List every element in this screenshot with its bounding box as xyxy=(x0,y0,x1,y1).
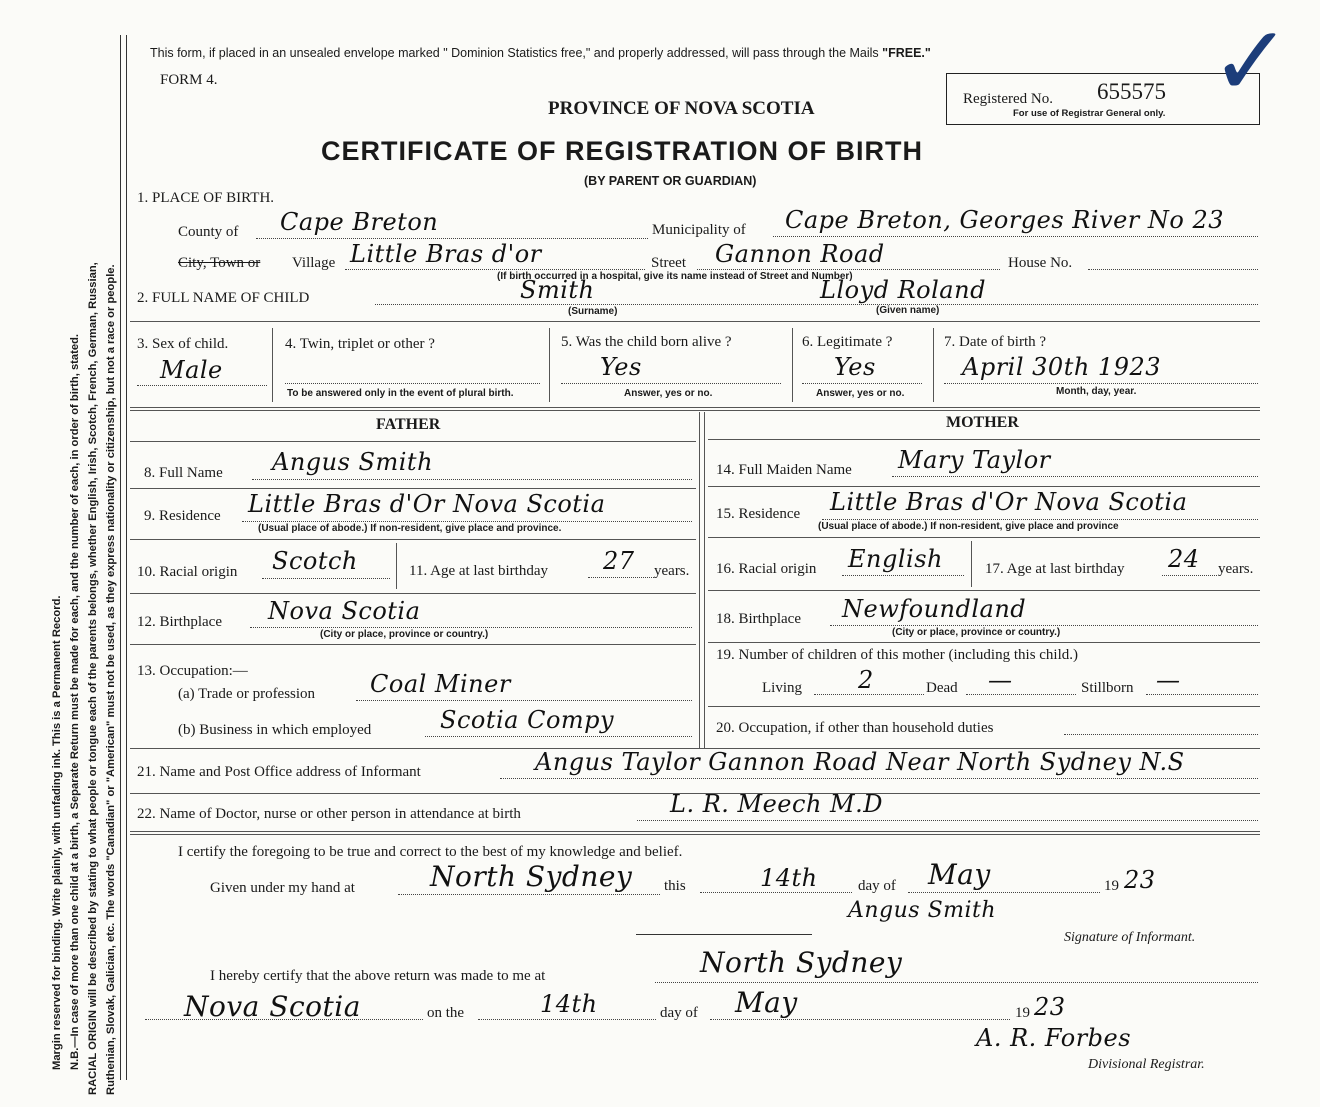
mother-name-line xyxy=(892,476,1258,477)
margin-note-2: N.B.—In case of more than one child at a birth, a Separate Return must be made for each, and the number of each, in order of birth, stated. xyxy=(69,333,81,1070)
registrar-statement: I hereby certify that the above return was made to me at xyxy=(210,968,546,984)
certify-day-value: 14th xyxy=(760,864,818,892)
informant-signature: Angus Smith xyxy=(848,898,997,923)
mother-birthplace-value: Newfoundland xyxy=(842,595,1027,623)
child-name-label: 2. FULL NAME OF CHILD xyxy=(137,290,310,306)
col-divider xyxy=(549,328,550,402)
city-town-label: City, Town or xyxy=(178,255,261,271)
row-divider xyxy=(130,834,1260,835)
row-divider xyxy=(130,407,1260,408)
hospital-note: (If birth occurred in a hospital, give its name instead of Street and Number) xyxy=(497,271,853,282)
registrar-signature: A. R. Forbes xyxy=(976,1024,1132,1052)
county-label: County of xyxy=(178,224,239,240)
father-residence-line xyxy=(242,521,692,522)
father-business-label: (b) Business in which employed xyxy=(178,722,372,738)
father-birthplace-line xyxy=(250,627,692,628)
row-divider xyxy=(708,486,1260,487)
mother-name-label: 14. Full Maiden Name xyxy=(716,462,852,478)
mother-race-label: 16. Racial origin xyxy=(716,561,817,577)
row-divider xyxy=(708,706,1260,707)
certificate-title: CERTIFICATE OF REGISTRATION OF BIRTH xyxy=(321,136,923,166)
registrar-place-line xyxy=(655,982,1258,983)
father-age-label: 11. Age at last birthday xyxy=(409,563,548,579)
street-label: Street xyxy=(651,255,686,271)
sex-value: Male xyxy=(160,356,223,384)
father-residence-caption: (Usual place of abode.) If non-resident, give place and province. xyxy=(258,523,562,534)
father-business-value: Scotia Compy xyxy=(440,706,615,734)
day-line xyxy=(700,892,852,893)
certify-month-value: May xyxy=(928,858,991,891)
mother-birthplace-label: 18. Birthplace xyxy=(716,611,801,627)
dob-label: 7. Date of birth ? xyxy=(944,334,1047,350)
registrar-caption: Divisional Registrar. xyxy=(1088,1057,1205,1072)
row-divider xyxy=(708,439,1260,440)
alive-line xyxy=(561,383,781,384)
child-name-line xyxy=(375,304,1258,305)
mail-note: This form, if placed in an unsealed envelope marked " Dominion Statistics free," and properly addressed, will pass through the Mails "FREE." xyxy=(150,46,931,60)
mother-name-value: Mary Taylor xyxy=(898,446,1051,474)
municipality-label: Municipality of xyxy=(652,222,746,238)
mother-occupation-label: 20. Occupation, if other than household duties xyxy=(716,720,994,736)
living-line xyxy=(814,694,924,695)
father-trade-label: (a) Trade or profession xyxy=(178,686,316,702)
mother-race-value: English xyxy=(848,545,943,573)
parents-divider xyxy=(704,412,705,748)
row-divider xyxy=(130,441,696,442)
row-divider xyxy=(130,410,1260,411)
mother-race-line xyxy=(842,575,964,576)
father-residence-value: Little Bras d'Or Nova Scotia xyxy=(248,490,606,518)
check-mark: ✓ xyxy=(1210,9,1293,117)
given-caption: (Given name) xyxy=(876,305,940,316)
father-name-label: 8. Full Name xyxy=(144,465,223,481)
house-line xyxy=(1088,269,1258,270)
signature-line xyxy=(636,934,812,935)
father-birthplace-caption: (City or place, province or country.) xyxy=(320,629,489,640)
doctor-value: L. R. Meech M.D xyxy=(670,790,883,818)
month-line xyxy=(908,892,1100,893)
row-divider xyxy=(708,590,1260,591)
mother-residence-label: 15. Residence xyxy=(716,506,801,522)
father-name-value: Angus Smith xyxy=(272,448,434,476)
mother-age-line xyxy=(1162,575,1217,576)
father-occupation-label: 13. Occupation:— xyxy=(137,663,248,679)
doctor-label: 22. Name of Doctor, nurse or other person in attendance at birth xyxy=(137,806,521,822)
father-heading: FATHER xyxy=(376,416,441,433)
sex-line xyxy=(137,385,267,386)
margin-rule-inner xyxy=(126,35,127,1080)
mother-residence-value: Little Bras d'Or Nova Scotia xyxy=(830,488,1188,516)
father-trade-value: Coal Miner xyxy=(370,670,511,698)
binding-margin xyxy=(0,0,125,1107)
margin-rule xyxy=(120,35,121,1080)
given-place-value: North Sydney xyxy=(430,860,633,893)
dob-caption: Month, day, year. xyxy=(1056,386,1137,397)
stillborn-label: Stillborn xyxy=(1081,680,1134,696)
village-line xyxy=(345,269,645,270)
row-divider xyxy=(708,537,1260,538)
row-divider xyxy=(130,644,696,645)
father-business-line xyxy=(425,736,692,737)
col-divider xyxy=(272,328,273,402)
father-age-unit: years. xyxy=(654,563,690,579)
father-birthplace-value: Nova Scotia xyxy=(268,597,421,625)
mother-age-label: 17. Age at last birthday xyxy=(985,561,1125,577)
county-line xyxy=(256,238,648,239)
year-suffix: 23 xyxy=(1124,866,1156,894)
registered-label: Registered No. xyxy=(963,91,1053,107)
informant-label: 21. Name and Post Office address of Informant xyxy=(137,764,421,780)
father-race-label: 10. Racial origin xyxy=(137,564,238,580)
dob-line xyxy=(944,383,1258,384)
child-given-name: Lloyd Roland xyxy=(820,276,986,304)
row-divider xyxy=(130,321,1260,322)
row-divider xyxy=(130,539,696,540)
mother-residence-caption: (Usual place of abode.) If non-resident, give place and province xyxy=(818,521,1119,532)
mother-occupation-line xyxy=(1064,734,1258,735)
on-the-label: on the xyxy=(427,1005,465,1021)
registrar-day-value: 14th xyxy=(540,990,598,1018)
col-divider xyxy=(792,328,793,402)
margin-note-3: RACIAL ORIGIN will be described by stating to what people or tongue each of the parents belongs, whether English, Irish, Scotch, French, German, Russian, xyxy=(87,262,99,1095)
municipality-line xyxy=(773,236,1258,237)
registrar-year-prefix: 19 xyxy=(1015,1005,1030,1021)
father-birthplace-label: 12. Birthplace xyxy=(137,614,222,630)
street-line xyxy=(697,269,1000,270)
dead-line xyxy=(966,694,1076,695)
province-line xyxy=(145,1019,423,1020)
registrar-month-line xyxy=(710,1019,1010,1020)
margin-note-1: Margin reserved for binding. Write plainly, with unfading ink. This is a Permanent Record. xyxy=(51,595,63,1070)
village-value: Little Bras d'or xyxy=(350,240,542,268)
row-divider xyxy=(130,488,696,489)
day-of-label: day of xyxy=(858,878,896,894)
father-trade-line xyxy=(356,700,692,701)
given-label: Given under my hand at xyxy=(210,880,355,896)
margin-note-4: Ruthenian, Slovak, Galician, etc. The words "Canadian" or "American" must not be used, as they express nationality or citizenship, but not a race or people. xyxy=(105,264,117,1095)
father-name-line xyxy=(252,479,692,480)
dead-value: — xyxy=(988,666,1013,694)
father-residence-label: 9. Residence xyxy=(144,508,221,524)
living-label: Living xyxy=(762,680,802,696)
row-divider xyxy=(130,593,696,594)
legit-label: 6. Legitimate ? xyxy=(802,334,893,350)
col-divider xyxy=(933,328,934,402)
mother-age-value: 24 xyxy=(1168,545,1200,573)
surname-caption: (Surname) xyxy=(568,306,618,317)
legit-value: Yes xyxy=(834,353,876,381)
municipality-value: Cape Breton, Georges River No 23 xyxy=(785,206,1225,234)
child-surname: Smith xyxy=(520,276,595,304)
dead-label: Dead xyxy=(926,680,958,696)
year-prefix: 19 xyxy=(1104,878,1119,894)
alive-value: Yes xyxy=(600,353,642,381)
registrar-note: For use of Registrar General only. xyxy=(1013,108,1166,119)
certificate-subtitle: (BY PARENT OR GUARDIAN) xyxy=(584,174,757,188)
sex-label: 3. Sex of child. xyxy=(137,336,229,352)
twin-note: To be answered only in the event of plural birth. xyxy=(287,388,514,399)
father-age-value: 27 xyxy=(603,547,635,575)
registrar-province-value: Nova Scotia xyxy=(184,990,361,1023)
legit-line xyxy=(802,383,922,384)
row-divider xyxy=(130,831,1260,832)
registrar-day-line xyxy=(478,1019,656,1020)
col-divider xyxy=(396,543,397,589)
stillborn-line xyxy=(1146,694,1258,695)
mother-birthplace-line xyxy=(830,625,1258,626)
mother-children-label: 19. Number of children of this mother (including this child.) xyxy=(716,647,1079,663)
this-label: this xyxy=(664,878,686,894)
father-age-line xyxy=(588,577,654,578)
father-race-value: Scotch xyxy=(272,547,358,575)
registrar-month-value: May xyxy=(735,986,798,1019)
alive-label: 5. Was the child born alive ? xyxy=(561,334,732,350)
registrar-year-suffix: 23 xyxy=(1034,993,1066,1021)
father-race-line xyxy=(262,578,390,579)
alive-caption: Answer, yes or no. xyxy=(624,388,713,399)
informant-sig-caption: Signature of Informant. xyxy=(1064,930,1196,945)
twin-line xyxy=(285,383,540,384)
mother-birthplace-caption: (City or place, province or country.) xyxy=(892,627,1061,638)
registrar-day-of-label: day of xyxy=(660,1005,698,1021)
certify-statement: I certify the foregoing to be true and correct to the best of my knowledge and belief. xyxy=(178,844,683,860)
mother-residence-line xyxy=(822,519,1258,520)
place-heading: 1. PLACE OF BIRTH. xyxy=(137,190,275,206)
registered-number: 655575 xyxy=(1097,79,1166,104)
twin-label: 4. Twin, triplet or other ? xyxy=(285,336,435,352)
row-divider xyxy=(708,642,1260,643)
form-number: FORM 4. xyxy=(160,72,218,88)
registrar-place-value: North Sydney xyxy=(700,946,903,979)
county-value: Cape Breton xyxy=(280,208,439,236)
living-value: 2 xyxy=(858,666,874,694)
stillborn-value: — xyxy=(1156,666,1181,694)
province-title: PROVINCE OF NOVA SCOTIA xyxy=(548,98,815,119)
mother-age-unit: years. xyxy=(1218,561,1254,577)
house-label: House No. xyxy=(1008,255,1073,271)
street-value: Gannon Road xyxy=(715,240,885,268)
informant-value: Angus Taylor Gannon Road Near North Sydney N.S xyxy=(535,748,1185,776)
doctor-line xyxy=(637,820,1258,821)
legit-caption: Answer, yes or no. xyxy=(816,388,905,399)
dob-value: April 30th 1923 xyxy=(962,353,1161,381)
given-place-line xyxy=(398,894,660,895)
village-label: Village xyxy=(292,255,336,271)
parents-divider xyxy=(699,412,700,748)
col-divider xyxy=(971,541,972,587)
mother-heading: MOTHER xyxy=(946,414,1019,431)
informant-line xyxy=(500,778,1258,779)
